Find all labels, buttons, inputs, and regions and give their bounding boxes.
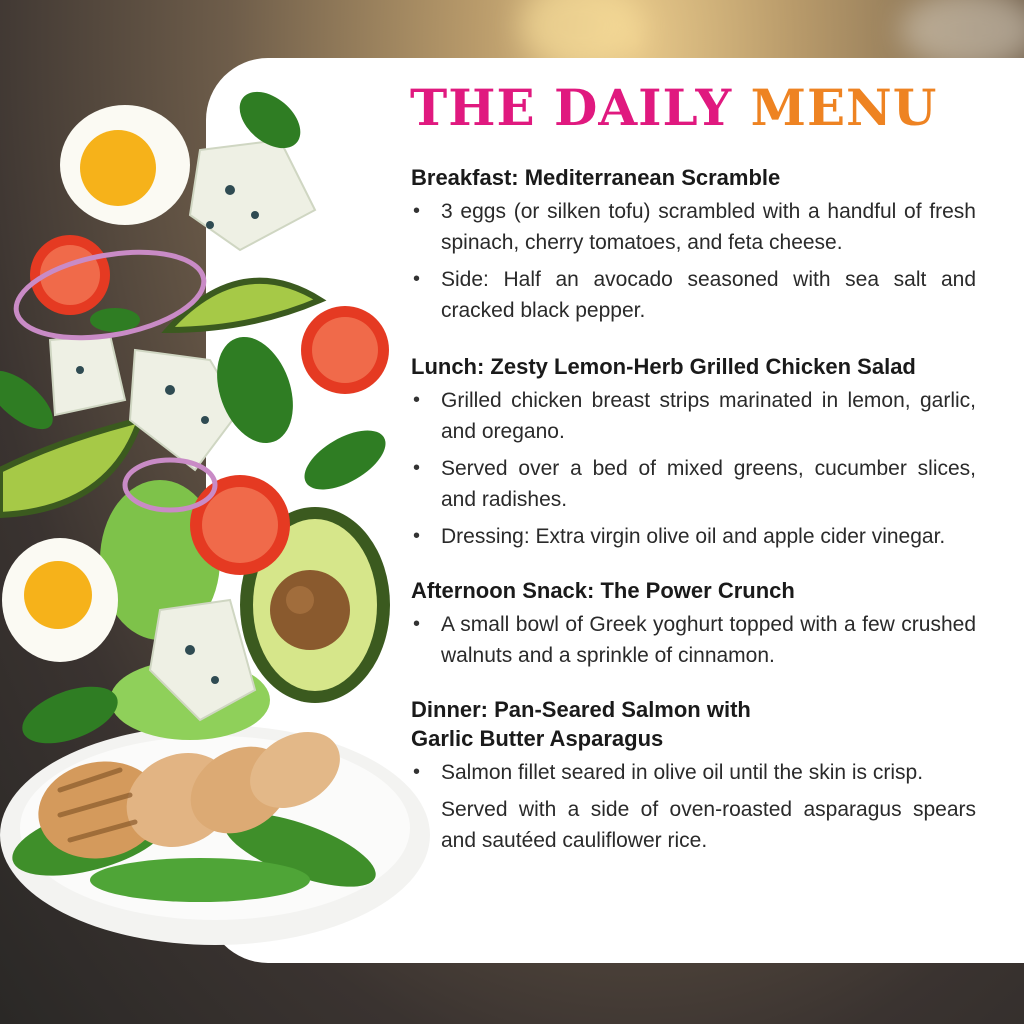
item-list [411, 609, 976, 671]
salad-illustration [0, 0, 440, 1024]
tomato-slice [190, 475, 290, 575]
menu-content [411, 163, 976, 862]
list-item: • Side: Half an avocado seasoned with sea salt and cracked black pepper. [411, 264, 976, 326]
section-dinner [411, 695, 976, 856]
title-part-2: MENU [750, 78, 938, 137]
list-item: • A small bowl of Greek yoghurt topped with a few crushed walnuts and a sprinkle of cinnamon. [411, 609, 976, 671]
section-heading-line-2: Garlic Butter Asparagus [411, 726, 664, 751]
list-item: • Grilled chicken breast strips marinated in lemon, garlic, and oregano. [411, 385, 976, 447]
avocado-slice [0, 420, 140, 515]
section-heading: Lunch: Zesty Lemon-Herb Grilled Chicken Salad [411, 354, 916, 379]
section-heading: Afternoon Snack: The Power Crunch [411, 578, 795, 603]
boiled-egg [60, 105, 190, 225]
list-item: • 3 eggs (or silken tofu) scrambled with a handful of fresh spinach, cherry tomatoes, and feta cheese. [411, 196, 976, 258]
page-title [410, 78, 937, 137]
list-item: • Dressing: Extra virgin olive oil and apple cider vinegar. [411, 521, 976, 552]
section-heading: Breakfast: Mediterranean Scramble [411, 165, 781, 190]
tomato-slice [301, 306, 389, 394]
section-breakfast [411, 163, 976, 326]
section-lunch [411, 352, 976, 552]
title-part-1: THE DAILY [410, 78, 733, 137]
section-snack [411, 576, 976, 671]
item-list [411, 757, 976, 856]
list-item: • Served over a bed of mixed greens, cucumber slices, and radishes. [411, 453, 976, 515]
list-item: • Served with a side of oven-roasted asparagus spears and sautéed cauliflower rice. [411, 794, 976, 856]
boiled-egg [2, 538, 118, 662]
section-heading-line-1: Dinner: Pan-Seared Salmon with [411, 697, 751, 722]
item-list [411, 385, 976, 552]
list-item: • Salmon fillet seared in olive oil until the skin is crisp. [411, 757, 976, 788]
item-list [411, 196, 976, 326]
section-heading [411, 695, 976, 753]
